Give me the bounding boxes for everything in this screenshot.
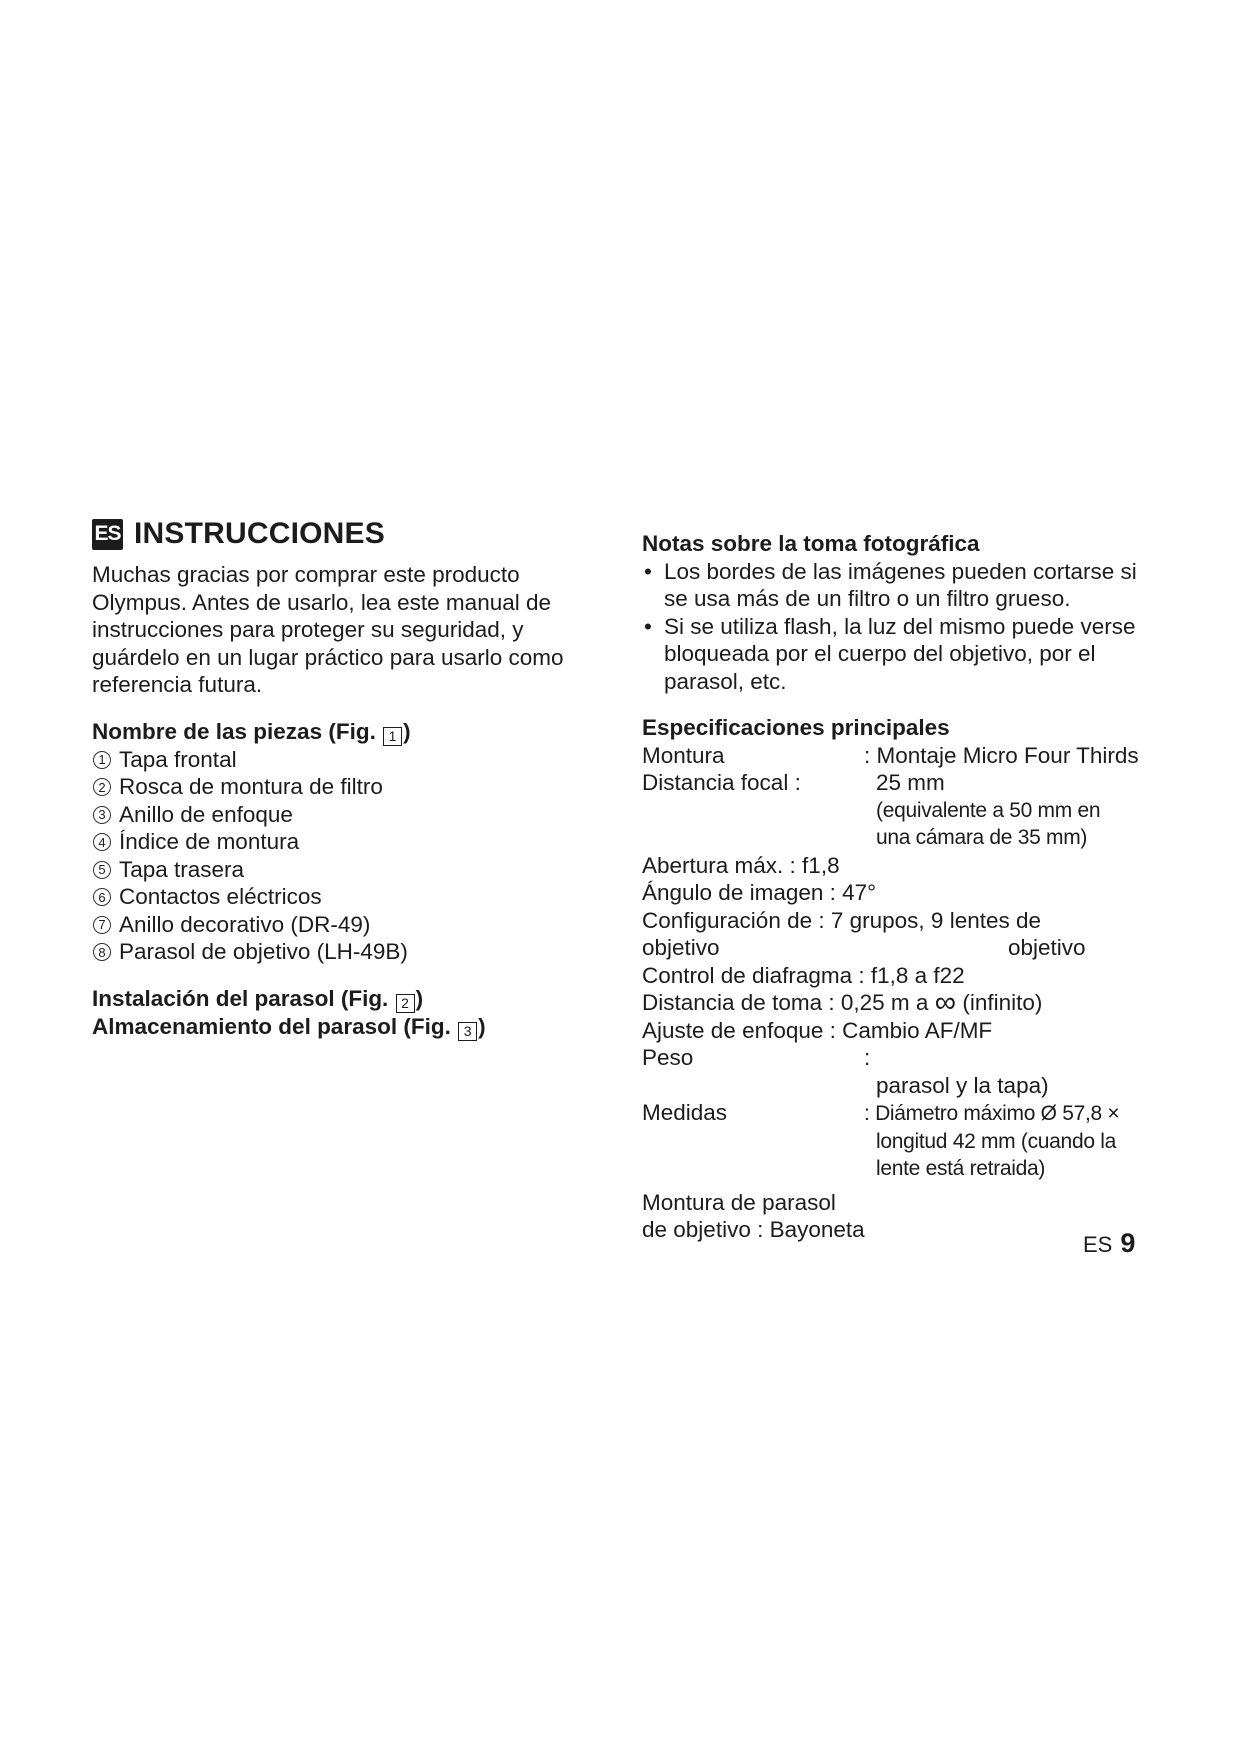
spec-distance-suffix: (infinito) — [962, 990, 1043, 1015]
part-number: 5 — [93, 861, 111, 879]
part-label: Rosca de montura de filtro — [119, 774, 383, 799]
spec-size-2: longitud 42 mm (cuando la — [876, 1129, 1116, 1153]
spec-weight — [642, 1044, 1162, 1072]
list-item: • Los bordes de las imágenes pueden cortarse si se usa más de un filtro o un filtro grueso. — [642, 558, 1162, 613]
part-number: 1 — [93, 751, 111, 769]
spec-label: Montura — [642, 742, 725, 768]
spec-value: 25 mm — [876, 770, 945, 795]
spec-label: Peso — [642, 1045, 694, 1070]
spec-value: : Diámetro máximo Ø 57,8 × — [864, 1102, 1120, 1125]
part-number: 7 — [93, 916, 111, 934]
left-column — [92, 510, 612, 1041]
spec-distance — [642, 986, 1162, 1019]
spec-weight-2: parasol y la tapa) — [876, 1072, 1049, 1098]
page-lang: ES — [1083, 1232, 1113, 1257]
page-num: 9 — [1120, 1228, 1136, 1258]
part-label: Anillo de enfoque — [119, 801, 293, 827]
part-label: Índice de montura — [119, 829, 300, 854]
parts-list — [92, 746, 612, 966]
list-item — [92, 938, 612, 966]
spec-value: : Montaje Micro Four Thirds — [864, 742, 1139, 768]
intro-paragraph: Muchas gracias por comprar este producto Olympus. Antes de usarlo, lea este manual de instrucciones para proteger su seguridad, y guárdelo en un lugar práctico para usarlo como referencia futura. — [92, 562, 564, 697]
spec-focus: Ajuste de enfoque : Cambio AF/MF — [642, 1017, 993, 1043]
spec-label: Medidas — [642, 1100, 728, 1125]
list-item — [92, 773, 612, 801]
list-item: • Si se utiliza flash, la luz del mismo puede verse bloqueada por el cuerpo del objetivo, por el parasol, etc. — [642, 613, 1162, 696]
part-number: 3 — [93, 806, 111, 824]
spec-config-2 — [642, 934, 1162, 962]
spec-size-3: lente está retraida) — [876, 1157, 1046, 1180]
list-item — [92, 911, 612, 939]
title-row — [92, 510, 612, 558]
install-heading-close: ) — [415, 985, 424, 1011]
spec-focal-note: (equivalente a 50 mm en — [876, 798, 1101, 822]
part-label: Tapa frontal — [119, 746, 237, 772]
spec-hood-2: de objetivo : Bayoneta — [642, 1217, 865, 1242]
part-label: Tapa trasera — [119, 856, 245, 882]
page-number — [1083, 1228, 1135, 1259]
spec-label: Distancia focal : — [642, 770, 801, 795]
part-number: 6 — [93, 888, 111, 906]
parts-heading-close: ) — [403, 718, 411, 744]
notes-list — [642, 558, 1162, 696]
right-column — [642, 530, 1162, 1244]
spec-distance-prefix: Distancia de toma : 0,25 m a — [642, 990, 929, 1015]
spec-size — [642, 1099, 1162, 1128]
page-title: INSTRUCCIONES — [134, 517, 385, 550]
parts-heading-text: Nombre de las piezas (Fig. — [92, 718, 383, 744]
figure-3-ref: 3 — [458, 1022, 477, 1041]
parts-heading — [92, 718, 612, 746]
part-label: Contactos eléctricos — [119, 884, 322, 909]
part-number: 4 — [93, 833, 111, 851]
specs-heading: Especificaciones principales — [642, 715, 950, 740]
list-item — [92, 801, 612, 829]
figure-2-ref: 2 — [396, 994, 415, 1013]
part-number: 8 — [93, 943, 111, 961]
list-item — [92, 856, 612, 884]
spec-value: : — [864, 1045, 871, 1070]
spec-config: Configuración de : 7 grupos, 9 lentes de — [642, 907, 1042, 933]
list-item — [92, 746, 612, 774]
storage-heading — [92, 1013, 612, 1041]
spec-focal — [642, 769, 1162, 797]
spec-hood: Montura de parasol — [642, 1189, 836, 1215]
spec-aperture: Abertura máx. : f1,8 — [642, 852, 840, 878]
spec-focal-note: una cámara de 35 mm) — [876, 826, 1088, 849]
storage-heading-text: Almacenamiento del parasol (Fig. — [92, 1014, 458, 1039]
infinity-icon: ∞ — [934, 986, 957, 1019]
install-heading — [92, 985, 612, 1013]
list-item — [92, 828, 612, 856]
notes-heading: Notas sobre la toma fotográfica — [642, 531, 980, 556]
list-item — [92, 883, 612, 911]
figure-1-ref: 1 — [383, 727, 402, 746]
spec-angle: Ángulo de imagen : 47° — [642, 880, 877, 905]
spec-diaphragm: Control de diafragma : f1,8 a f22 — [642, 962, 965, 988]
install-heading-text: Instalación del parasol (Fig. — [92, 985, 395, 1011]
part-number: 2 — [93, 778, 111, 796]
part-label: Parasol de objetivo (LH-49B) — [119, 939, 408, 964]
language-badge: ES — [92, 519, 123, 550]
spec-value: objetivo — [1008, 935, 1086, 960]
spec-label: objetivo — [642, 935, 720, 960]
part-label: Anillo decorativo (DR-49) — [119, 911, 371, 937]
spec-mount — [642, 742, 1162, 770]
storage-heading-close: ) — [478, 1014, 486, 1039]
